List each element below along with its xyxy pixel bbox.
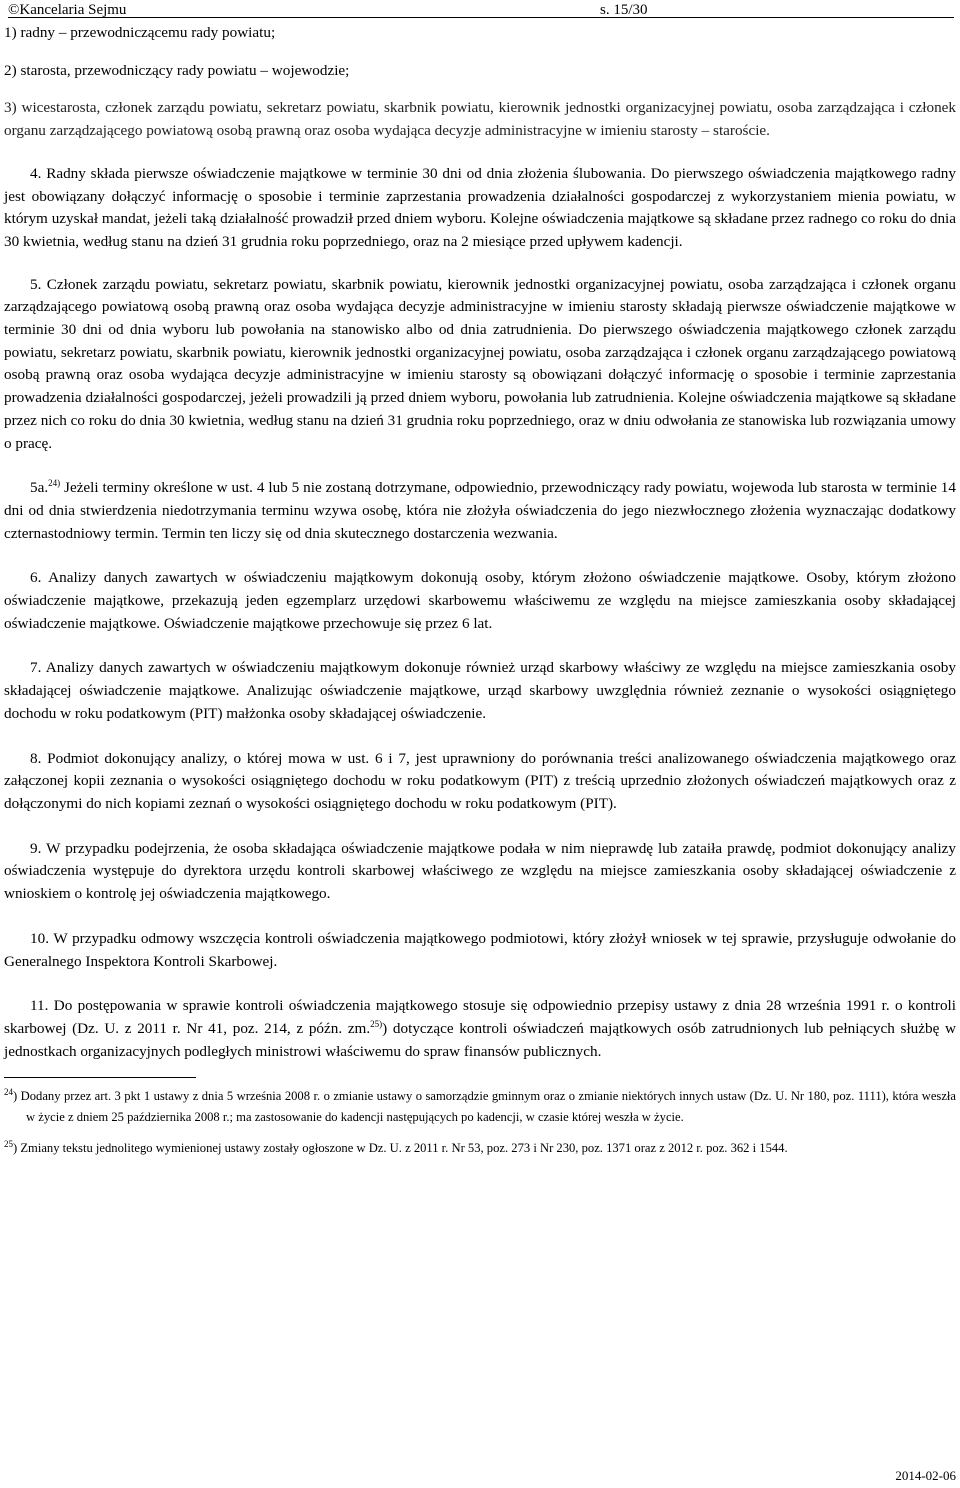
paragraph-4: 4. Radny składa pierwsze oświadczenie majątkowe w terminie 30 dni od dnia złożenia ślubowania. Do pierwszego oświadczenia majątkowego radny jest obowiązany dołączyć informację o sposobie i terminie zaprzestania prowadzenia działalności gospodarczej z wykorzystaniem mienia powiatu, w którym uzyskał mandat, jeżeli taką działalność prowadził przed dniem wyboru. Kolejne oświadczenia majątkowe są składane przez radnego co roku do dnia 30 kwietnia, według stanu na dzień 31 grudnia roku poprzedniego, oraz na 2 miesiące przed upływem kadencji. [4,164,956,250]
paragraph-text-tail: ) dotyczące kontroli oświadczeń majątkowych osób zatrudnionych lub pełniących służbę w jednostkach organizacyjnych podległych ministrowi właściwemu do spraw finansów publicznych. [4,1019,956,1060]
footnote-text: ) Zmiany tekstu jednolitego wymienionej ustawy zostały ogłoszone w Dz. U. z 2011 r. Nr 53, poz. 273 i Nr 230, poz. 1371 oraz z 2012 r. poz. 362 i 1544. [13,1140,788,1155]
footnote-mark: 24 [4,1087,13,1098]
footnote-text: ) Dodany przez art. 3 pkt 1 ustawy z dnia 5 września 2008 r. o zmianie ustawy o samorządzie gminnym oraz o zmianie niektórych innych ustaw (Dz. U. Nr 180, poz. 1111), która weszła w życie z dniem 25 października 2008 r.; ma zastosowanie do kadencji następujących po kadencji, w czasie której weszła w życie. [13,1089,956,1124]
paragraph-number: 5a. [30,479,49,497]
page-header [4,0,956,22]
paragraph-text: Jeżeli terminy określone w ust. 4 lub 5 nie zostaną dotrzymane, odpowiednio, przewodniczący rady powiatu, wojewoda lub starosta w terminie 14 dni od dnia stwierdzenia niedotrzymania terminu wzywa osobę, która nie złożyła oświadczenia do jego niezwłocznego złożenia wyznaczając dodatkowy czternastodniowy termin. Termin ten liczy się od dnia skutecznego dostarczenia wezwania. [4,479,956,542]
page-number: s. 15/30 [600,2,648,18]
footnote-ref[interactable]: 24) [48,478,61,489]
paragraph-7: 7. Analizy danych zawartych w oświadczeniu majątkowym dokonuje również urząd skarbowy właściwy ze względu na miejsce zamieszkania osoby składającej oświadczenie majątkowe. Analizując oświadczenie majątkowe, urząd skarbowy uwzględnia również zeznanie o wysokości osiągniętego dochodu w roku podatkowym (PIT) małżonka osoby składającej oświadczenie. [4,659,956,722]
paragraph-8: 8. Podmiot dokonujący analizy, o której mowa w ust. 6 i 7, jest uprawniony do porównania treści analizowanego oświadczenia majątkowego oraz załączonej kopii zeznania o wysokości osiągniętego dochodu w roku podatkowym (PIT) z treścią uprzednio złożonych oświadczeń majątkowych oraz z dołączonymi do nich kopiami zeznań o wysokości osiągniętego dochodu w roku podatkowym (PIT). [4,749,956,812]
footnote-separator [4,1077,196,1078]
footnote-25 [4,1138,956,1159]
paragraph-5: 5. Członek zarządu powiatu, sekretarz powiatu, skarbnik powiatu, kierownik jednostki organizacyjnej powiatu, osoba zarządzająca i członek organu zarządzającego powiatową osobą prawną oraz osoba wydająca decyzje administracyjne w imieniu starosty składają pierwsze oświadczenie majątkowe w terminie 30 dni od dnia wyboru lub powołania na stanowisko albo od dnia zatrudnienia. Do pierwszego oświadczenia majątkowego członek zarządu powiatu, sekretarz powiatu, skarbnik powiatu, kierownik jednostki organizacyjnej powiatu, osoba zarządzająca i członek organu zarządzającego powiatową osobą prawną oraz osoba wydająca decyzje administracyjne w imieniu starosty są obowiązani dołączyć informację o sposobie i terminie zaprzestania prowadzenia działalności gospodarczej, jeżeli prowadzili ją przed dniem wyboru, powołania lub zatrudnienia. Kolejne oświadczenia majątkowe są składane przez nich co roku do dnia 30 kwietnia, według stanu na dzień 31 grudnia roku poprzedniego, oraz w dniu odwołania ze stanowiska lub rozwiązania umowy o pracę. [4,275,956,452]
paragraph-10: 10. W przypadku odmowy wszczęcia kontroli oświadczenia majątkowego podmiotowi, który złożył wniosek w tej sprawie, przysługuje odwołanie do Generalnego Inspektora Kontroli Skarbowej. [4,929,956,970]
source-label: ©Kancelaria Sejmu [8,2,127,18]
paragraph-11 [4,995,956,1063]
list-item: 2) starosta, przewodniczący rady powiatu – wojewodzie; [4,61,350,79]
list-item: 1) radny – przewodniczącemu rady powiatu; [4,24,276,41]
paragraph-5a [4,477,956,545]
header-rule [8,17,954,18]
list-item: 3) wicestarosta, członek zarządu powiatu, sekretarz powiatu, skarbnik powiatu, kierownik jednostki organizacyjnej powiatu, osoba zarządzająca i członek organu zarządzającego powiatową osobą prawną oraz osoba wydająca decyzje administracyjne w imieniu starosty – staroście. [4,99,956,140]
footer-date: 2014-02-06 [895,1468,956,1483]
paragraph-6: 6. Analizy danych zawartych w oświadczeniu majątkowym dokonują osoby, którym złożono oświadczenie majątkowe. Osoby, którym złożono oświadczenie majątkowe, przekazują jeden egzemplarz urzędowi skarbowemu właściwemu ze względu na miejsce zamieszkania osoby składającej oświadczenie majątkowe. Oświadczenie majątkowe przechowuje się przez 6 lat. [4,569,956,632]
footnote-24 [4,1086,956,1127]
document-body [4,22,956,1063]
footnote-mark: 25 [4,1138,13,1149]
paragraph-text: 11. Do postępowania w sprawie kontroli oświadczenia majątkowego stosuje się odpowiednio przepisy ustawy z dnia 28 września 1991 r. o kontroli skarbowej (Dz. U. z 2011 r. Nr 41, poz. 214, z późn. zm. [4,997,956,1037]
paragraph-9: 9. W przypadku podejrzenia, że osoba składająca oświadczenie majątkowe podała w nim nieprawdę lub zataiła prawdę, podmiot dokonujący analizy oświadczenia występuje do dyrektora urzędu kontroli skarbowej właściwego ze względu na miejsce zamieszkania osoby składającej oświadczenie z wnioskiem o kontrolę jej oświadczenia majątkowego. [4,839,956,903]
footnote-ref[interactable]: 25) [370,1018,383,1029]
